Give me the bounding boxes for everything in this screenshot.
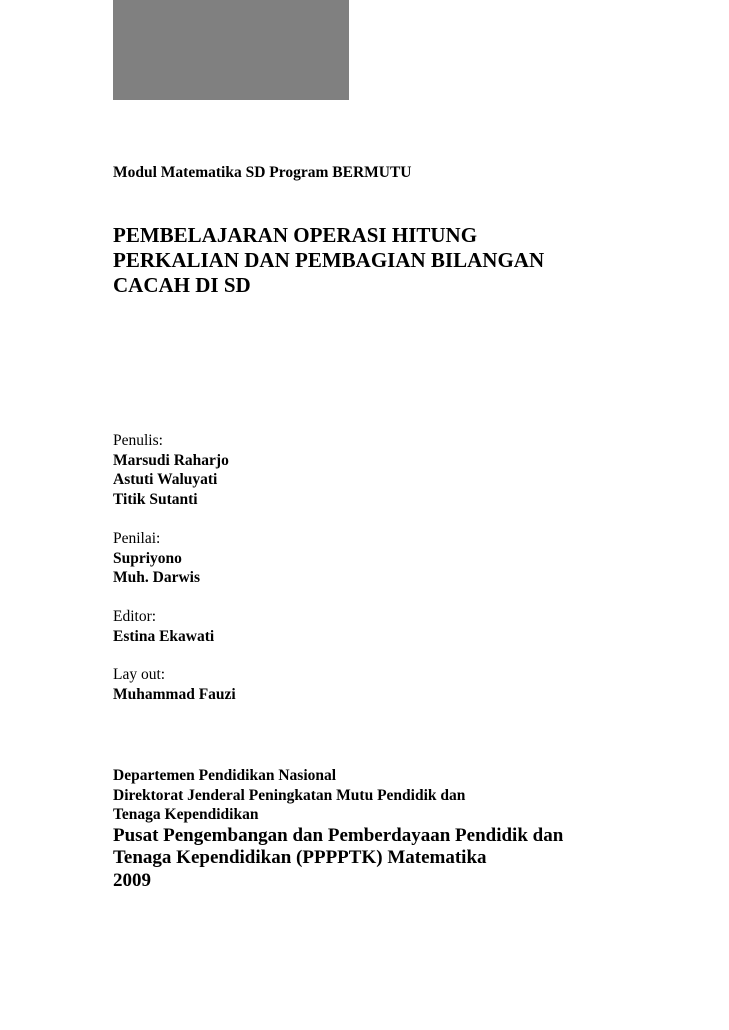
reviewers-group [113,529,236,588]
reviewer-name: Muh. Darwis [113,569,200,587]
writer-name: Marsudi Raharjo [113,451,229,469]
module-title-line: PERKALIAN DAN PEMBAGIAN BILANGAN [113,248,545,272]
editor-group [113,607,236,646]
module-title-line: PEMBELAJARAN OPERASI HITUNG [113,223,478,247]
header-gray-block [113,0,349,100]
publisher-line: Direktorat Jenderal Peningkatan Mutu Pendidik dan [113,786,466,804]
reviewer-name: Supriyono [113,549,182,567]
publication-year: 2009 [113,869,151,891]
layout-name: Muhammad Fauzi [113,686,236,704]
publisher-line: Departemen Pendidikan Nasional [113,767,337,784]
layout-label: Lay out: [113,666,166,684]
publisher-center-line: Pusat Pengembangan dan Pemberdayaan Pendidik dan [113,824,564,846]
series-title: Modul Matematika SD Program BERMUTU [113,164,412,181]
writer-name: Titik Sutanti [113,491,198,509]
module-title [113,223,633,298]
publisher-center-line: Tenaga Kependidikan (PPPPTK) Matematika [113,847,487,868]
publisher-line: Tenaga Kependidikan [113,806,259,823]
writers-label: Penulis: [113,432,163,449]
editor-name: Estina Ekawati [113,627,215,645]
writer-name: Astuti Waluyati [113,471,218,489]
layout-group [113,665,236,704]
writers-group [113,431,236,510]
credits-section [113,431,236,724]
publisher-section [113,766,563,892]
module-title-line: CACAH DI SD [113,273,251,297]
reviewers-label: Penilai: [113,529,161,547]
editor-label: Editor: [113,607,157,625]
